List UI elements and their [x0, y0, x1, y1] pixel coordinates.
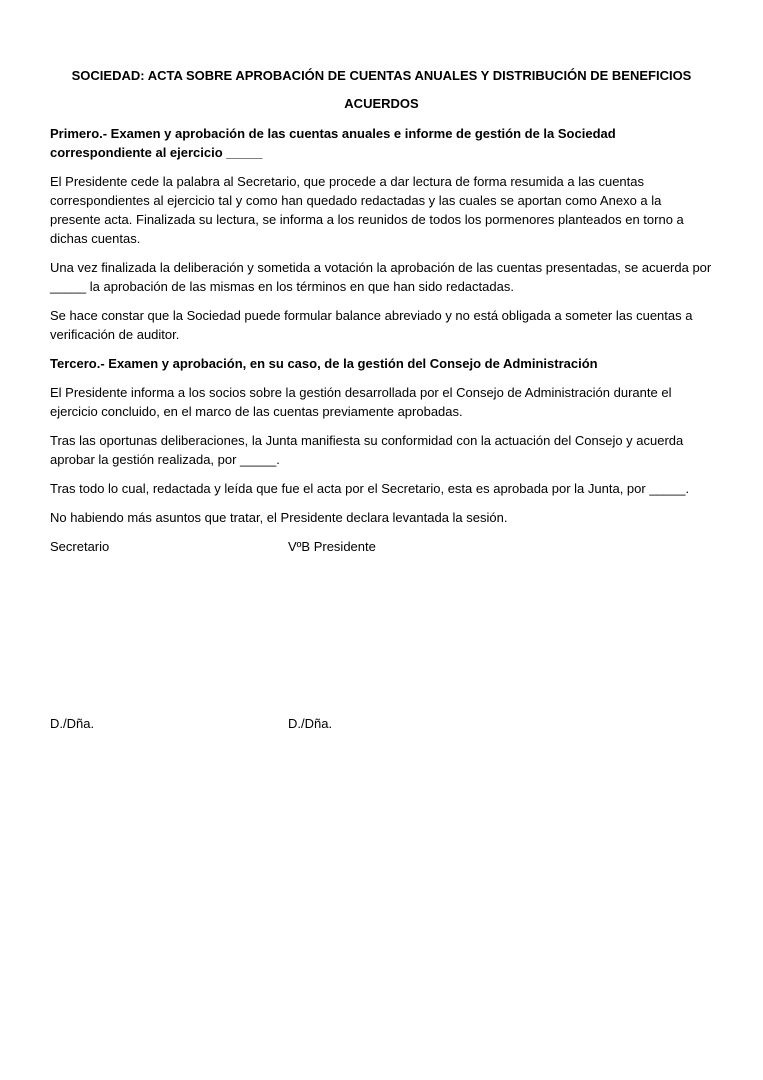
paragraph-votacion-cuentas: Una vez finalizada la deliberación y sometida a votación la aprobación de las cuentas presentadas, se acuerda por _____ la aprobación de las mismas en los términos en que han sido redactadas.	[50, 260, 712, 294]
paragraph-balance-abreviado: Se hace constar que la Sociedad puede formular balance abreviado y no está obligada a someter las cuentas a verificación de auditor.	[50, 308, 693, 342]
document-title: SOCIEDAD: ACTA SOBRE APROBACIÓN DE CUENTAS ANUALES Y DISTRIBUCIÓN DE BENEFICIOS	[71, 68, 692, 83]
paragraph-lectura-cuentas: El Presidente cede la palabra al Secretario, que procede a dar lectura de forma resumida a las cuentas correspondientes al ejercicio tal y como han quedado redactadas y las cuales se aportan como Anexo a la presente acta. Finalizada su lectura, se informa a los reunidos de todos los pormenores planteados en torno a dichas cuentas.	[50, 174, 684, 246]
secretario-name-line: D./Dña.	[50, 716, 95, 731]
paragraph-cierre-sesion: No habiendo más asuntos que tratar, el Presidente declara levantada la sesión.	[50, 510, 508, 525]
signature-names-row	[50, 714, 713, 733]
acuerdos-heading: ACUERDOS	[344, 96, 419, 111]
section-primero-title: Primero.- Examen y aprobación de las cuentas anuales e informe de gestión de la Sociedad correspondiente al ejercicio _____	[50, 126, 616, 160]
paragraph-gestion-consejo: El Presidente informa a los socios sobre la gestión desarrollada por el Consejo de Administración durante el ejercicio concluido, en el marco de las cuentas previamente aprobadas.	[50, 385, 672, 419]
paragraph-aprobacion-acta: Tras todo lo cual, redactada y leída que fue el acta por el Secretario, esta es aprobada por la Junta, por _____.	[50, 481, 690, 496]
section-tercero-title: Tercero.- Examen y aprobación, en su caso, de la gestión del Consejo de Administración	[50, 356, 598, 371]
presidente-label: VºB Presidente	[288, 539, 376, 554]
paragraph-conformidad-junta: Tras las oportunas deliberaciones, la Junta manifiesta su conformidad con la actuación del Consejo y acuerda aprobar la gestión realizada, por _____.	[50, 433, 684, 467]
signature-labels-row	[50, 537, 713, 556]
presidente-name-line: D./Dña.	[288, 716, 333, 731]
secretario-label: Secretario	[50, 539, 110, 554]
